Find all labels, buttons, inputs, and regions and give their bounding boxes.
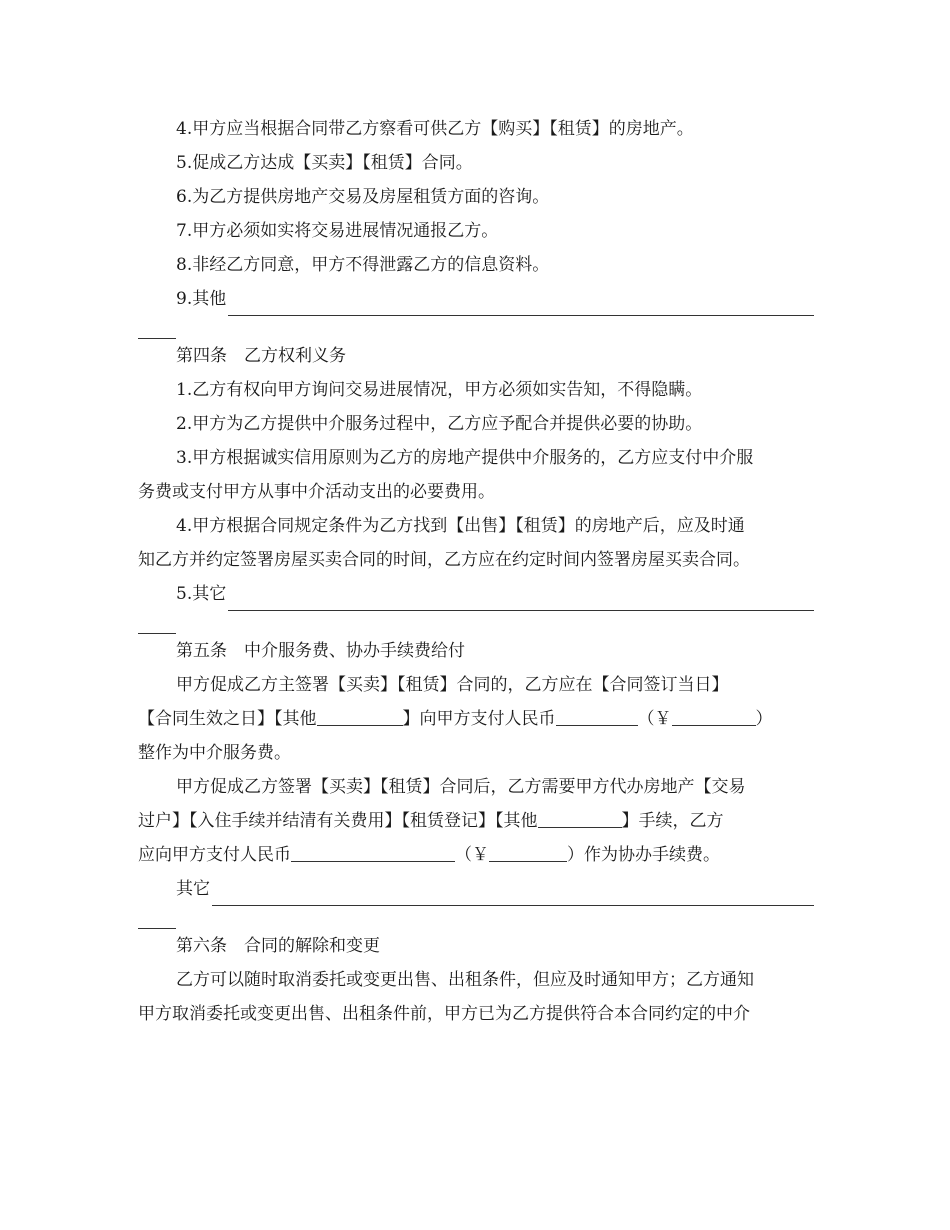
art4-item-2: 2.甲方为乙方提供中介服务过程中，乙方应予配合并提供必要的协助。	[176, 414, 703, 434]
text-fragment: 应向甲方支付人民币	[138, 845, 291, 865]
blank-amount	[291, 843, 455, 862]
art4-item-1: 1.乙方有权向甲方询问交易进展情况，甲方必须如实告知，不得隐瞒。	[176, 380, 703, 400]
blank-line	[212, 883, 814, 906]
blank-other	[317, 707, 403, 726]
art3-item-9-other	[138, 282, 814, 316]
blank-line-tail	[138, 611, 814, 634]
art5-para-1-line-1: 甲方促成乙方主签署【买卖】【租赁】合同的，乙方应在【合同签订当日】	[176, 675, 729, 695]
art5-para-1-line-2	[138, 702, 814, 736]
art4-item-4-line-1: 4.甲方根据合同规定条件为乙方找到【出售】【租赁】的房地产后，应及时通	[176, 516, 745, 536]
contract-page	[138, 112, 814, 1031]
blank-tail	[138, 906, 176, 929]
art3-other-label: 9.其他	[176, 289, 227, 309]
blank-line	[228, 293, 814, 316]
text-fragment: ）作为协办手续费。	[567, 845, 720, 865]
blank-line	[228, 588, 814, 611]
art5-para-1-line-3: 整作为中介服务费。	[138, 743, 291, 763]
art5-other-label: 其它	[176, 879, 210, 899]
art5-heading: 第五条 中介服务费、协办手续费给付	[176, 641, 465, 661]
art4-item-3-line-2: 务费或支付甲方从事中介活动支出的必要费用。	[138, 482, 495, 502]
blank-line-tail	[138, 906, 814, 929]
art6-heading: 第六条 合同的解除和变更	[176, 936, 380, 956]
text-fragment: 【合同生效之日】【其他	[138, 709, 317, 729]
blank-line-tail	[138, 316, 814, 339]
art3-item-7: 7.甲方必须如实将交易进展情况通报乙方。	[176, 221, 499, 241]
blank-amount-figure	[672, 707, 756, 726]
text-fragment: 】向甲方支付人民币	[402, 709, 556, 729]
art3-item-8: 8.非经乙方同意，甲方不得泄露乙方的信息资料。	[176, 255, 550, 275]
blank-tail	[138, 316, 176, 339]
art6-para-1-line-1: 乙方可以随时取消委托或变更出售、出租条件，但应及时通知甲方；乙方通知	[176, 970, 754, 990]
art3-item-4: 4.甲方应当根据合同带乙方察看可供乙方【购买】【租赁】的房地产。	[176, 119, 694, 139]
art3-item-6: 6.为乙方提供房地产交易及房屋租赁方面的咨询。	[176, 187, 550, 207]
art5-para-2-line-3	[138, 838, 814, 872]
text-fragment: （￥	[637, 709, 672, 729]
blank-other	[538, 809, 622, 828]
text-fragment: （￥	[455, 845, 489, 865]
text-fragment: 】手续，乙方	[621, 811, 724, 831]
art4-item-4-line-2: 知乙方并约定签署房屋买卖合同的时间，乙方应在约定时间内签署房屋买卖合同。	[138, 550, 750, 570]
art4-heading: 第四条 乙方权利义务	[176, 346, 346, 366]
art4-item-5-other	[138, 577, 814, 611]
art5-other	[138, 872, 814, 906]
blank-amount-figure	[489, 843, 567, 862]
art3-item-5: 5.促成乙方达成【买卖】【租赁】合同。	[176, 153, 473, 173]
art6-para-1-line-2: 甲方取消委托或变更出售、出租条件前，甲方已为乙方提供符合本合同约定的中介	[138, 1004, 750, 1024]
art4-item-3-line-1: 3.甲方根据诚实信用原则为乙方的房地产提供中介服务的，乙方应支付中介服	[176, 448, 754, 468]
art5-para-2-line-1: 甲方促成乙方签署【买卖】【租赁】合同后，乙方需要甲方代办房地产【交易	[176, 777, 746, 797]
blank-amount	[556, 707, 638, 726]
text-fragment: 过户】【入住手续并结清有关费用】【租赁登记】【其他	[138, 811, 538, 831]
text-fragment: ）	[755, 709, 773, 729]
art4-other-label: 5.其它	[176, 584, 227, 604]
blank-tail	[138, 611, 176, 634]
art5-para-2-line-2	[138, 804, 814, 838]
